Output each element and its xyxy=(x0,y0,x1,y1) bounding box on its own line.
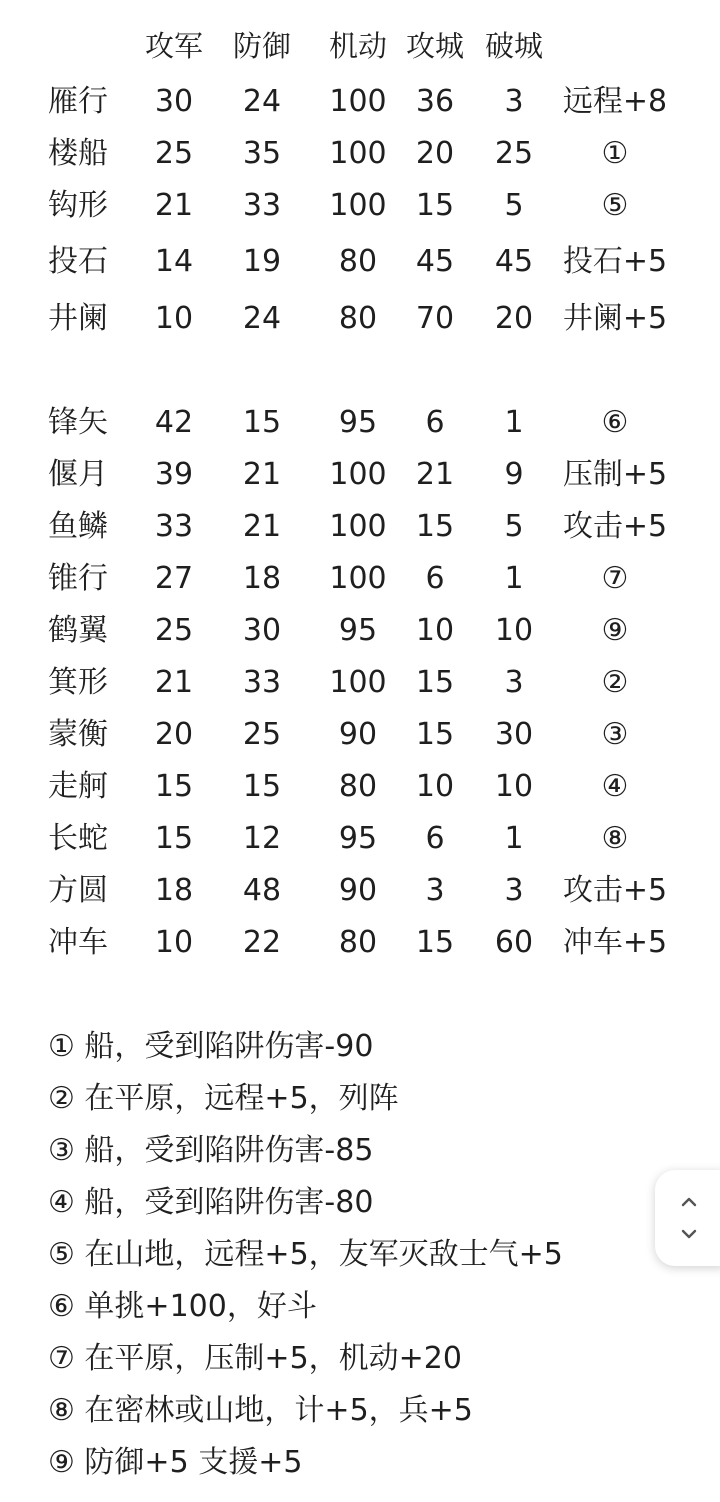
defense-value: 22 xyxy=(242,925,282,960)
table-row xyxy=(0,605,720,657)
siege-value: 15 xyxy=(415,665,455,700)
table-row xyxy=(0,293,720,345)
mobility-value: 90 xyxy=(338,873,378,908)
attack-value: 27 xyxy=(154,561,194,596)
header-attack: 攻军 xyxy=(144,29,203,63)
defense-value: 33 xyxy=(242,188,282,223)
table-row xyxy=(0,449,720,501)
footnote-line: ⑧ 在密林或山地，计+5，兵+5 xyxy=(48,1393,473,1428)
siege-value: 3 xyxy=(425,873,445,908)
defense-value: 12 xyxy=(242,821,282,856)
table-row xyxy=(0,657,720,709)
siege-value: 20 xyxy=(415,136,455,171)
chevron-up-icon[interactable] xyxy=(677,1190,701,1214)
row-name: 长蛇 xyxy=(48,821,108,856)
breach-value: 30 xyxy=(494,717,534,752)
row-name: 蒙衡 xyxy=(48,717,108,752)
row-name: 投石 xyxy=(48,244,108,279)
defense-value: 18 xyxy=(242,561,282,596)
mobility-value: 80 xyxy=(338,769,378,804)
row-name: 井阑 xyxy=(48,301,108,336)
table-row xyxy=(0,761,720,813)
siege-value: 6 xyxy=(425,561,445,596)
siege-value: 15 xyxy=(415,925,455,960)
breach-value: 1 xyxy=(504,821,524,856)
mobility-value: 100 xyxy=(329,136,387,171)
row-name: 鱼鳞 xyxy=(48,509,108,544)
defense-value: 15 xyxy=(242,405,282,440)
attack-value: 18 xyxy=(154,873,194,908)
siege-value: 45 xyxy=(415,244,455,279)
row-name: 冲车 xyxy=(48,925,108,960)
note-value: 攻击+5 xyxy=(562,873,668,908)
mobility-value: 100 xyxy=(329,84,387,119)
siege-value: 6 xyxy=(425,821,445,856)
attack-value: 10 xyxy=(154,925,194,960)
mobility-value: 80 xyxy=(338,301,378,336)
breach-value: 20 xyxy=(494,301,534,336)
footnote-line: ③ 船，受到陷阱伤害-85 xyxy=(48,1133,374,1168)
note-value: ④ xyxy=(601,769,629,804)
row-name: 方圆 xyxy=(48,873,108,908)
attack-value: 25 xyxy=(154,136,194,171)
defense-value: 24 xyxy=(242,301,282,336)
table-header xyxy=(0,20,720,72)
row-name: 偃月 xyxy=(48,457,108,492)
attack-value: 42 xyxy=(154,405,194,440)
attack-value: 21 xyxy=(154,665,194,700)
row-name: 钩形 xyxy=(48,188,108,223)
chevron-down-icon[interactable] xyxy=(677,1222,701,1246)
table-row xyxy=(0,917,720,969)
breach-value: 10 xyxy=(494,613,534,648)
table-row xyxy=(0,397,720,449)
footnote-line: ⑤ 在山地，远程+5，友军灭敌士气+5 xyxy=(48,1237,563,1272)
header-mobility: 机动 xyxy=(328,29,387,63)
attack-value: 30 xyxy=(154,84,194,119)
table-row xyxy=(0,709,720,761)
table-row xyxy=(0,76,720,128)
note-value: ⑧ xyxy=(601,821,629,856)
breach-value: 25 xyxy=(494,136,534,171)
row-name: 箕形 xyxy=(48,665,108,700)
row-name: 鹤翼 xyxy=(48,613,108,648)
footnote-line: ⑨ 防御+5 支援+5 xyxy=(48,1445,303,1480)
attack-value: 14 xyxy=(154,244,194,279)
breach-value: 3 xyxy=(504,873,524,908)
mobility-value: 90 xyxy=(338,717,378,752)
footnote-line: ④ 船，受到陷阱伤害-80 xyxy=(48,1185,374,1220)
table-row xyxy=(0,865,720,917)
mobility-value: 100 xyxy=(329,561,387,596)
scroll-widget xyxy=(655,1170,720,1266)
siege-value: 6 xyxy=(425,405,445,440)
note-value: 远程+8 xyxy=(562,84,668,119)
note-value: ③ xyxy=(601,717,629,752)
footnote-line: ② 在平原，远程+5，列阵 xyxy=(48,1081,399,1116)
siege-value: 15 xyxy=(415,188,455,223)
breach-value: 5 xyxy=(504,188,524,223)
siege-value: 21 xyxy=(415,457,455,492)
note-value: ⑨ xyxy=(601,613,629,648)
breach-value: 1 xyxy=(504,561,524,596)
header-defense: 防御 xyxy=(232,29,291,63)
table-row xyxy=(0,128,720,180)
row-name: 楼船 xyxy=(48,136,108,171)
note-value: ⑦ xyxy=(601,561,629,596)
table-row xyxy=(0,501,720,553)
note-value: ① xyxy=(601,136,629,171)
note-value: ⑤ xyxy=(601,188,629,223)
siege-value: 10 xyxy=(415,769,455,804)
note-value: ⑥ xyxy=(601,405,629,440)
defense-value: 30 xyxy=(242,613,282,648)
header-siege: 攻城 xyxy=(405,29,464,63)
siege-value: 70 xyxy=(415,301,455,336)
note-value: 攻击+5 xyxy=(562,509,668,544)
attack-value: 15 xyxy=(154,769,194,804)
attack-value: 20 xyxy=(154,717,194,752)
breach-value: 60 xyxy=(494,925,534,960)
breach-value: 3 xyxy=(504,665,524,700)
breach-value: 3 xyxy=(504,84,524,119)
note-value: 井阑+5 xyxy=(562,301,668,336)
attack-value: 15 xyxy=(154,821,194,856)
mobility-value: 95 xyxy=(338,613,378,648)
mobility-value: 95 xyxy=(338,821,378,856)
breach-value: 5 xyxy=(504,509,524,544)
breach-value: 9 xyxy=(504,457,524,492)
row-name: 雁行 xyxy=(48,84,108,119)
note-value: 投石+5 xyxy=(562,244,668,279)
table-row xyxy=(0,813,720,865)
breach-value: 10 xyxy=(494,769,534,804)
footnote-line: ① 船，受到陷阱伤害-90 xyxy=(48,1029,374,1064)
attack-value: 33 xyxy=(154,509,194,544)
mobility-value: 100 xyxy=(329,457,387,492)
mobility-value: 95 xyxy=(338,405,378,440)
defense-value: 24 xyxy=(242,84,282,119)
table-row xyxy=(0,236,720,288)
siege-value: 10 xyxy=(415,613,455,648)
mobility-value: 80 xyxy=(338,244,378,279)
footnote-line: ⑥ 单挑+100，好斗 xyxy=(48,1289,317,1324)
attack-value: 21 xyxy=(154,188,194,223)
row-name: 走舸 xyxy=(48,769,108,804)
breach-value: 45 xyxy=(494,244,534,279)
defense-value: 21 xyxy=(242,509,282,544)
breach-value: 1 xyxy=(504,405,524,440)
mobility-value: 100 xyxy=(329,509,387,544)
note-value: 冲车+5 xyxy=(562,925,668,960)
footnote-line: ⑦ 在平原，压制+5，机动+20 xyxy=(48,1341,462,1376)
attack-value: 39 xyxy=(154,457,194,492)
defense-value: 19 xyxy=(242,244,282,279)
table-row xyxy=(0,553,720,605)
attack-value: 25 xyxy=(154,613,194,648)
mobility-value: 80 xyxy=(338,925,378,960)
defense-value: 33 xyxy=(242,665,282,700)
defense-value: 35 xyxy=(242,136,282,171)
siege-value: 15 xyxy=(415,509,455,544)
defense-value: 25 xyxy=(242,717,282,752)
defense-value: 48 xyxy=(242,873,282,908)
mobility-value: 100 xyxy=(329,665,387,700)
siege-value: 36 xyxy=(415,84,455,119)
attack-value: 10 xyxy=(154,301,194,336)
table-row xyxy=(0,180,720,232)
row-name: 锋矢 xyxy=(48,405,108,440)
siege-value: 15 xyxy=(415,717,455,752)
header-breach: 破城 xyxy=(484,29,543,63)
note-value: ② xyxy=(601,665,629,700)
note-value: 压制+5 xyxy=(562,457,668,492)
defense-value: 21 xyxy=(242,457,282,492)
row-name: 锥行 xyxy=(48,561,108,596)
defense-value: 15 xyxy=(242,769,282,804)
mobility-value: 100 xyxy=(329,188,387,223)
